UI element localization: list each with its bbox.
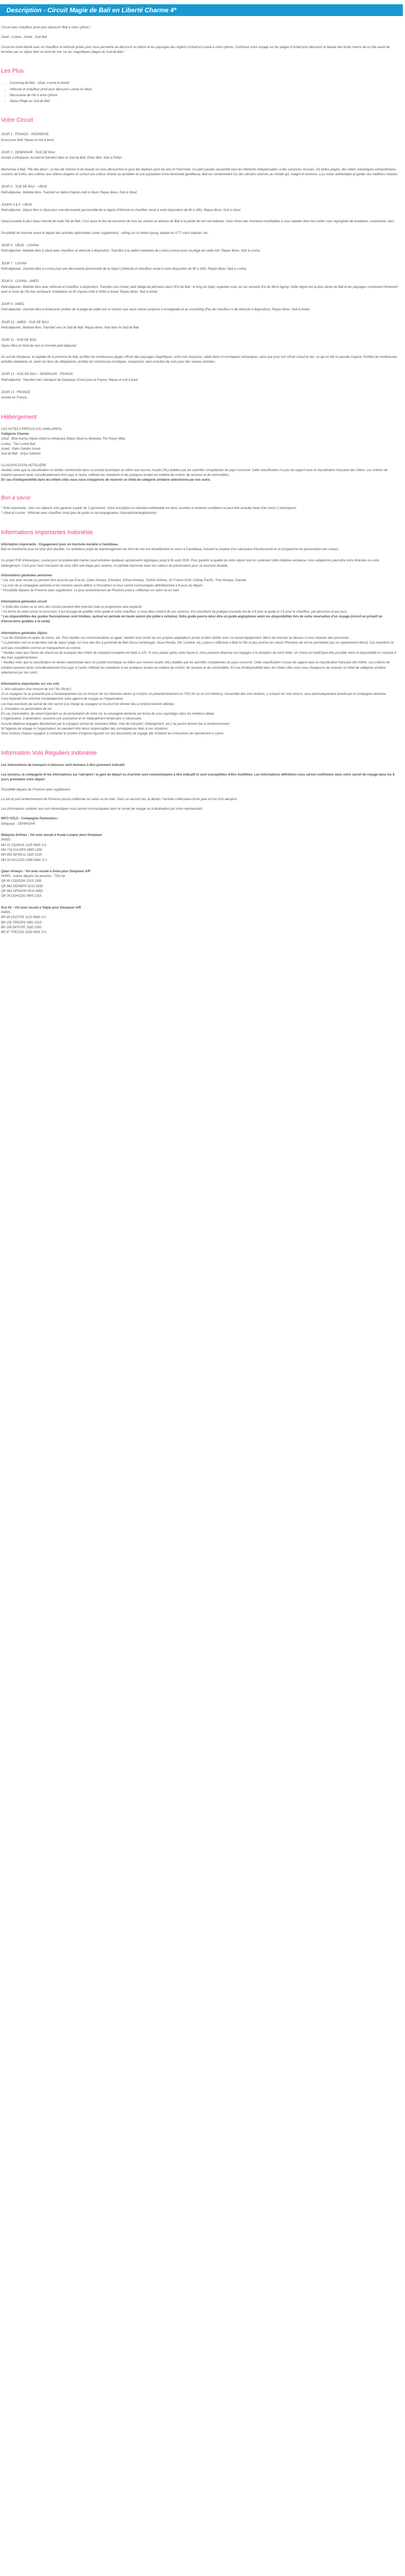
- day-body: Arrivée en France.: [1, 396, 28, 400]
- infos-heading: Informations importantes Indonésie: [1, 529, 93, 536]
- flight-line: MH 715 KULDPS 0900 1205: [1, 848, 42, 852]
- vols-paragraph: Les informations de transport ci-dessous sont données à titre purement indicatif.: [1, 763, 126, 767]
- page: [0, 4, 405, 958]
- flight-line: QR 39 DOHCDG 0805 1315: [1, 895, 42, 898]
- infos-paragraph: Ce projet RSE d'envergure, crucial pour la biodiversité marine, peut entraîner quelques ajustements logistiques jusqu'à fin août 2026. Pour garantir la qualité de votre séjour tout en soutenant cette initiative vertueuse, nous adapterons peut-être votre itinéraire ou votre hébergement. C'est pour nous l'occasion de vous offrir une étape plus sereine, en parfaite harmonie avec nos valeurs de préservation pour un tourisme durable.: [1, 559, 379, 568]
- plus-list: [10, 81, 400, 104]
- list-item: • Découverte de l'île à votre rythme: [10, 93, 400, 98]
- hotel-line: Amed : Palm Garden Amed: [1, 447, 41, 451]
- day-body: Petit-déjeuner. Transfert vers l'aéroport de Denpasar. Envol pour la France. Repas et nuit à bord.: [1, 378, 139, 382]
- sejour-block: [1, 631, 400, 676]
- day-body: Possibilité de réserver avant le départ des activités optionnelles (avec supplément) : rafting sur la rivière Ayung, balade en VTT, soins balinais, etc.: [1, 231, 209, 235]
- flight-group-title: Eva Air : Vol avec escale à Taipei pour Denpasar A/R: [1, 906, 81, 910]
- flight-group: [1, 906, 400, 936]
- day-body: Petit-déjeuner. Matinée libre avec véhicule et chauffeur à disposition. Transfert vers Amed, petit village de pêcheurs dans l'Est de Bali : le long du trajet, superbes vues sur les versants Est du Mont Agung. Cette région est la plus sèche de Bali et les paysages contrastent fortement avec le reste de l'île très verdoyant. Installation en fin d'après-midi à l'hôtel à Amed. Repas libres. Nuit à Amed.: [1, 285, 398, 294]
- sejour-line: * La première nuit ou la dernière nuit de séjour plage sur l'une des îles à proximité de Bali (Nusa Lembongan, Nusa Penida, Gili, Lombok, etc.) pourra s'effectuer à Bali ou l'île la plus proche (en raison d'horaires de vol ne permettant pas un rapatriement direct). Ces transferts ne sont pas considérés comme un manquement au contrat.: [1, 641, 394, 650]
- note-line: * Note importante : tous nos départs sont garantis à partir de 2 personnes. Votre inscription en chambre individuelle est donc soumise à certaines conditions et peut être annulée faute d'au moins 2 participants.: [1, 507, 297, 511]
- vols-info-line: En cas d'annulation, de retard important ou de perturbation de votre vol, la compagnie aérienne est tenue de vous reprotéger dans les meilleurs délais.: [1, 712, 215, 716]
- flight-line: MH 852 DPSKUL 1920 2220: [1, 854, 42, 857]
- day-body: Séjour libre en bord de mer en formule petit-déjeuner.: [1, 344, 77, 348]
- day-title: JOUR 10 : AMED - SUD DE BALI: [1, 320, 49, 324]
- sejour-line: * Veuillez noter que la classification en étoiles mentionnée dans ce produit touristique se réfère aux normes locales (NL) établies par les autorités compétentes du pays concerné. Cette classification n'a pas de rapport avec la classification française des hôtels. Les critères de notation peuvent varier considérablement d'un pays à l'autre, reflétant les standards et les pratiques locales en matière de confort, de services et de commodités. En cas d'indisponibilité dans les hôtels cités nous nous chargerons de réserver un hôtel de catégorie similaire sélectionné par nos soins.: [1, 661, 390, 675]
- vols-info-line: Nous invitons chaque voyageur à contacter le numéro d'urgence figurant sur ses documents de voyage afin d'obtenir les instructions de reprotection à suivre.: [1, 732, 224, 736]
- vols-info-line: 2. Annulation ou perturbation de vol: [1, 707, 52, 711]
- flight-line: PARIS: [1, 839, 11, 842]
- page-title: Description - Circuit Magie de Bali en Liberté Charme 4*: [6, 6, 177, 14]
- vols-info-line: Si un voyageur ne se présente pas à l'embarquement sur un tronçon de son itinéraire aérien (y compris un préacheminement en TGV Air ou un vol intérieur), l'ensemble des vols restants, y compris les vols retours, sera automatiquement annulé par la compagnie aérienne.: [1, 692, 387, 696]
- day-title: JOUR 13 : FRANCE: [1, 391, 30, 395]
- sejour-line: * Les lits d'enfants et cartes de voeux, etc. Pour faciliter vos communications et appel, veuillez vous munir de vos propres adaptateurs prises et bien vérifier avec ce nouvel équipement. Merci de réserver au dessus si vous réserver des personnes.: [1, 636, 350, 640]
- day-title: JOUR 2 : DENPASAR - SUD DE BALI: [1, 151, 56, 155]
- hebergement-heading: Hébergement: [1, 413, 37, 420]
- flight-line: QR 961 DPSDOH 0010 0455: [1, 890, 43, 894]
- circuit-info-title: Informations générales circuit: [1, 600, 47, 604]
- aeriennes-line: * Possibilité départs de Province avec supplément. Le post acheminement de Province pourra s'effectuer en avion ou en train.: [1, 589, 180, 592]
- vols-paragraph: Les informations relatives aux vols domestiques vous seront communiquées dans le carnet de voyage ou à destination par notre représentant.: [1, 808, 203, 811]
- list-item: • Véhicule et chauffeur privé pour découvrir Lovina et Ubud: [10, 88, 400, 92]
- hotel-line: Lovina : The Lovina Bali: [1, 442, 36, 446]
- aeriennes-line: * Les vols avec escale (s) peuvent être assurés par Eva Air, Qatar Airways, Emirates, Etihad Airways, Turkish Airlines, Air France KLM, Cathay Pacific, Thai Airways, Garuda.: [1, 579, 247, 583]
- day-body: Petit-déjeuner. Matinée libre à Ubud avec chauffeur et véhicule à disposition. Transfert à la station balnéaire de Lovina connue pour sa plage de sable noir. Repas libres. Nuit à Lovina.: [1, 249, 261, 253]
- vols-info-title: Informations importantes sur vos vols: [1, 683, 60, 686]
- aeriennes-block: [1, 574, 400, 593]
- day-body: Petit-déjeuner. Matinée libre. Transfert en début d'après-midi à Ubud. Repas libres. Nuit à Ubud.: [1, 191, 138, 194]
- day-title: JOUR 7 : LOVINA: [1, 262, 27, 265]
- title-bar: [0, 4, 403, 16]
- day-title: JOUR 6 : UBUD - LOVINA: [1, 244, 39, 248]
- sejour-title: Informations générales Séjour: [1, 631, 48, 635]
- day-title: JOUR 8 : LOVINA - AMED: [1, 280, 39, 284]
- vols-info-line: Aucune dépense engagée directement par le voyageur (achat de nouveaux billets, frais de transport, hébergement, etc.) ne pourra donner lieu à remboursement.: [1, 722, 230, 726]
- flight-line: QR 962 DOHDPS 0210 1630: [1, 884, 43, 888]
- hotel-category: Catégorie Charme: [1, 433, 29, 436]
- flight-line: PARIS: [1, 911, 11, 914]
- day-title: JOUR 1 : FRANCE - INDONESIE: [1, 133, 49, 137]
- bon-a-savoir-block: [1, 506, 400, 516]
- classification-title: CLASSIFICATION HÔTELIÈRE: [1, 464, 46, 467]
- flight-group: [1, 870, 400, 899]
- flight-line: MH 21 CDGKUL 1125 0630 J+1: [1, 843, 47, 847]
- infos-paragraph: Bali se transforme pour un futur plus durable. Un ambitieux projet de réaménagement du front de mer est actuellement en cours à Candidasa, incluant la création d'un sanctuaire d'écotourisme et un programme de préservation des coraux.: [1, 548, 339, 552]
- infos-label: Information importante : Engagement pour un tourisme durable à Candidasa: [1, 543, 118, 546]
- classification-block: [1, 464, 400, 483]
- day-body: Bienvenue à Bali, "l'île des dieux", un lieu de charme et de beauté où vous découvrirez le goût des Balinais pour les arts et l'harmonie. Ce petit paradis rassemble tous les éléments indispensables à des vacances réussies. De belles plages, des reliefs volcaniques extraordinaires couverts de forêts, des collines aux rizières étagées et surtout une culture vivante au quotidien et une population d'une étonnante gentillesse. Bali est certainement l'un des derniers endroits au monde qui, malgré le tourisme, a pu rester authentique et garder ses traditions intactes.: [1, 168, 399, 176]
- circuit-info-block: [1, 600, 400, 624]
- day-title: JOUR 3 : SUD DE BALI - UBUD: [1, 185, 48, 189]
- flight-line: PARIS - Autres départs de province : TGV Air: [1, 875, 66, 879]
- list-item: • Cocoming de Bali : Ubud, Lovina et Amed: [10, 81, 400, 86]
- flight-line: QR 40 CDGDOH 1515 2335: [1, 880, 42, 883]
- circuit-info-line: * L'ordre des visites ou le sens des circuits peuvent être inversés mais le programme sera respecté.: [1, 605, 143, 609]
- vols-info-line: Les frais éventuels de rachat de vols seront à la charge du voyageur et ne pourront donner lieu à remboursement ultérieur.: [1, 702, 175, 706]
- flight-group: [1, 833, 400, 863]
- hotel-line: Sud de Bali : Griya Santrian: [1, 452, 41, 456]
- flight-line: BR 155 TPEDPS 0950 1515: [1, 921, 42, 925]
- info-vols-title: INFO VOLS - Compagnie Partenaires :: [1, 817, 59, 821]
- day-title: JOUR 12 : SUD DE BALI - DENPASAR - FRANCE: [1, 373, 73, 377]
- content: [0, 26, 405, 935]
- circuit-info-line: * Au terme de votre circuit ou excursion, il est d'usage de gratifier votre guide et votre chauffeur, si vous êtes content de ses services, d'un pourboire (la pratique courante est de 4 € pour le guide et 2 € pour le chauffeur, par personne et par jour).: [1, 610, 348, 614]
- circuit-heading: Votre Circuit: [1, 117, 33, 124]
- vols-info-block: [1, 682, 400, 737]
- day-body: Petit-déjeuner. Séjour libre à Ubud pour une découverte personnelle de la région (Véhicule et chauffeur serait à votre disposition de 9h à 18h). Repas libres. Nuit à Ubud.: [1, 209, 242, 213]
- plus-heading: Les Plus: [1, 68, 24, 75]
- hotels-title: LES HOTELS PRÉVUS (OU SIMILAIRES): [1, 427, 62, 431]
- day-list: [1, 132, 400, 401]
- day-title: JOUR 9 : AMED: [1, 303, 25, 307]
- aeriennes-title: Informations générales aériennes: [1, 574, 52, 578]
- list-item: • Séjour Plage au Sud de Bali: [10, 99, 400, 104]
- vols-info-line: L'organisateur, à destination, assurera une assistance et un hébergement temporaire si nécessaire.: [1, 717, 142, 721]
- classification-body: Veuillez noter que la classification en étoiles mentionnée dans ce produit touristique se réfère aux normes locales (NL) établies par les autorités compétentes du pays concerné. Cette classification n'a pas de rapport avec la classification française des hôtels. Les critères de notation peuvent varier considérablement d'un pays à l'autre, reflétant les standards et les pratiques locales en matière de confort, de services et de commodités.: [1, 468, 388, 477]
- hotel-line: Ubud : Blue Karma Dijiwa Ubud ou Arkamara Dijiwa Ubud ou Dwaraka The Royal Villas: [1, 437, 126, 441]
- day-body: Petit-déjeuner. Journée libre à Amed pour profiter de la plage de sable noir et rochers aux eaux calmes propices à la baignade et au snorkeling (Pas de chauffeur ni de véhicule à disposition). Repas libres. Nuit à Amed.: [1, 308, 310, 312]
- classification-note: En cas d'indisponibilité dans les hôtels cités nous nous chargerons de réserver un hôtel de catégorie similaire sélectionné par nos soins.: [1, 479, 211, 482]
- vols-paragraph: Le pré et post acheminement de Province pourra s'effectuer en avion ou en train. Dans ce second cas, le départ / l'arrivée s'effectuera d'une gare et non d'un aéroport.: [1, 797, 238, 801]
- aeriennes-line: * Le nom de la compagnie aérienne et les horaires seront définis à l'inscription et vous seront communiqués définitivement à 8 jours du départ.: [1, 584, 204, 588]
- intro-paragraph: Circuit en toute liberté avec un chauffeur et véhicule privés pour vous permettre de découvrir la culture et les paysages des régions d'Ubud et Lovina à votre rythme. Continuez votre voyage sur les plages d'Amed pour découvrir la beauté des fonds marins de la côte avant de terminer par un séjour libre en bord de mer sur les magnifiques plages du Sud de Bali !: [1, 45, 390, 54]
- circuit-info-line: * Les disponibilités des guides francophones sont limitées, surtout en période de haute saison (de juillet à octobre). Votre guide pourra donc être un guide anglophone selon les disponibilités lors de votre réservation d'un voyage (circuit en privatif ou d'excursions guidées à la carte).: [1, 615, 383, 624]
- intro-line: Ubud - Lovina - Amed - Sud Bali: [1, 36, 47, 40]
- intro-line: Circuit avec chauffeur privé pour découvrir Bali à votre rythme !: [1, 26, 91, 29]
- info-vols-sub: Denpasar - DENPASAR: [1, 822, 35, 826]
- day-title: JOURS 4 & 5 : UBUD: [1, 203, 33, 207]
- note-line: * Ubud et Lovina : Véhicule avec chauffeur local (pas de guide ou accompagnateur francophone/anglophone).: [1, 512, 157, 515]
- info-vols-block: [1, 817, 400, 827]
- vols-info-line: Ni l'agence de voyage ni l'organisateur ne sauraient être tenus responsables des conséquences liées à ces situations.: [1, 727, 169, 731]
- day-body: Envol pour Bali. Repas et nuit à bord.: [1, 138, 54, 142]
- vols-paragraph: Possibilité départs de Province avec supplément.: [1, 788, 71, 792]
- day-body: Petit-déjeuner. Matinée libre. Transfert vers le Sud de Bali. Repas libres. Nuit dans le Sud de Bali.: [1, 326, 140, 330]
- day-title: JOUR 11 : SUD DE BALI: [1, 339, 37, 342]
- flight-line: MH 20 KULCDG 2345 0640 J+1: [1, 858, 47, 862]
- day-body: Ubud possède le plus beau marché de toute l'île de Bali. C'est aussi le lieu de rencontre de tous les artistes et artisans de Bali à la pointe de l'art néo-balinais. Vous vivrez des moments inoubliables à vous balader dans les ruelles rues regorgeant de boutiques, restaurants, bars.: [1, 220, 395, 224]
- flight-line: BR 88 CDGTPE 1120 0645 J+1: [1, 916, 46, 920]
- bon-a-savoir-heading: Bon à savoir: [1, 495, 31, 501]
- flight-group-title: Malaysia Airlines : Vol avec escale à Kuala Lumpur pour Denpasar: [1, 834, 102, 837]
- hotels-block: [1, 427, 400, 457]
- flight-group-title: Qatar Airways : Vol avec escale à Doha pour Denpasar A/R: [1, 870, 91, 873]
- day-body: Petit-déjeuner. Journée libre à Lovina pour une découverte personnelle de la région (Véhicule et chauffeur serait à votre disposition de 9h à 18h). Repas libres. Nuit à Lovina.: [1, 267, 247, 271]
- sejour-line: * Veuillez noter que l'heure du check-out de la plupart des hôtels de standard européen est fixée à 12h. Si vous partez après cette heure-ci, nous pouvons disposer vos bagages à la réception de votre hôtel. Un check-out tardif peut être possible selon la disponibilité et s'impose à des frais supplémentaires.: [1, 651, 396, 660]
- vols-reguliers-heading: Information Vols Réguliers Indonésie: [1, 749, 97, 756]
- vols-info-line: 1. Non-utilisation d'un tronçon de vol ("No Show"): [1, 687, 72, 691]
- vols-info-line: Il est impératif d'en informer immédiatement votre agence de voyage ou l'organisateur.: [1, 698, 124, 701]
- day-body: Au sud de Denpasar, la capitale de la province de Bali, profitez de nombreuses plages offrant des paysages magnifiques, entre mer turquoise, sable blanc et montagnes volcaniques, ainsi que pour son climat chaud et sec, ce qui en fait un paradis tropical. Profitez de nombreuses activités balnéaires et, selon les lieux de villégiatures, profitez de nombreuses boutiques, restaurants, bars et boites de nuits pour des soirées animées.: [1, 355, 398, 364]
- flight-line: BR 256 DPSTPE 1630 2200: [1, 926, 42, 929]
- flight-line: BR 87 TPECDG 2330 0815 J+1: [1, 931, 46, 935]
- day-body: Arrivée à Denpasar. Accueil et transfert dans le Sud de Bali. Dîner libre. Nuit à l'hôtel.: [1, 156, 122, 160]
- vols-paragraph: Les horaires, la compagnie et les informations sur l'aéroport / la gare de départ ou d'arrivée sont communiquées à titre indicatif et sont susceptibles d'être modifiées. Les informations définitives vous seront confirmées dans votre carnet de voyage dans les 8 jours précédant votre départ.: [1, 773, 395, 782]
- flight-groups: [1, 833, 400, 935]
- infos-intro: [1, 543, 400, 553]
